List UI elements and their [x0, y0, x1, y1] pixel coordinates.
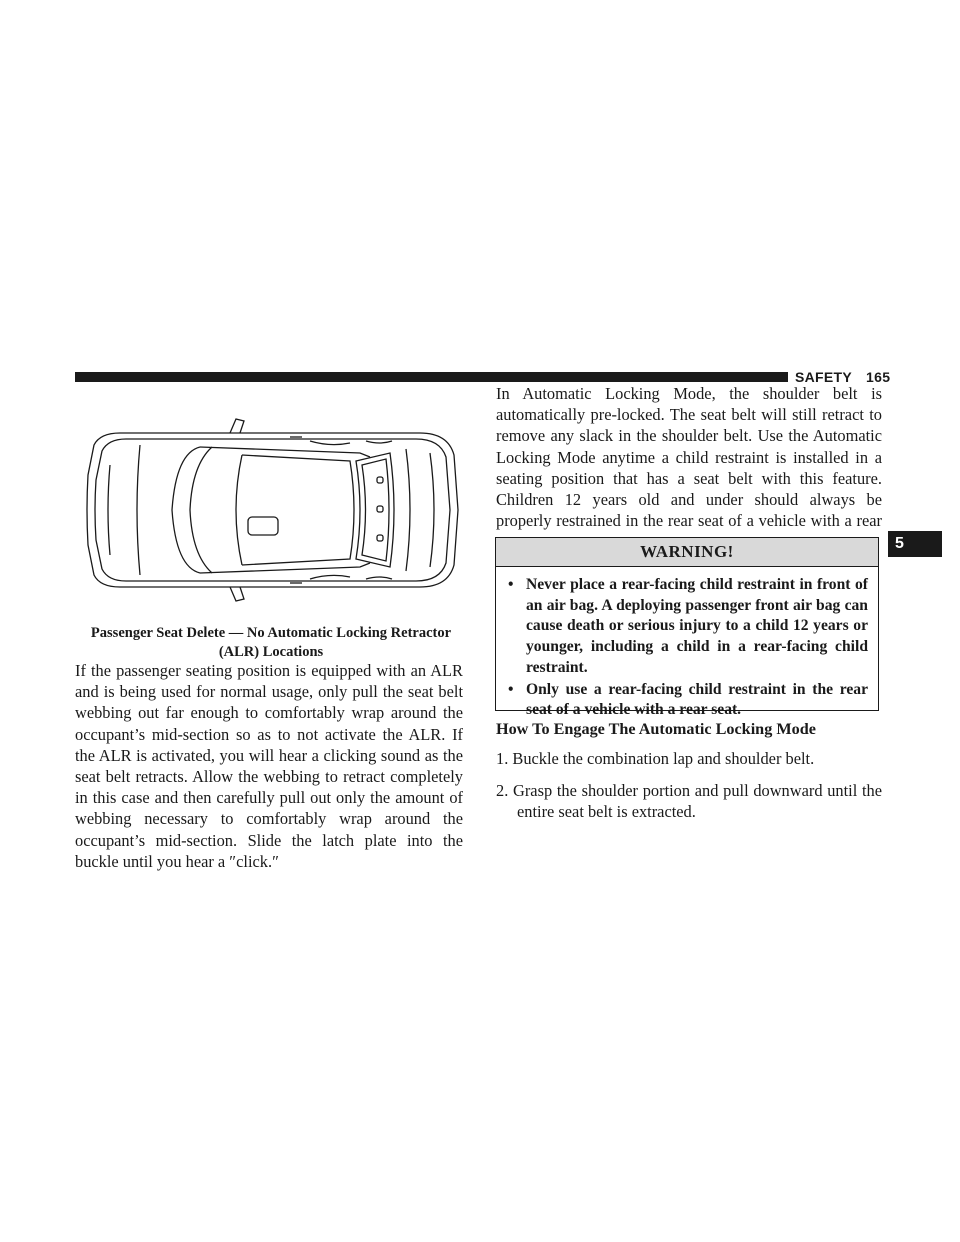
- warning-list: [496, 567, 878, 721]
- vehicle-top-view-illustration: [80, 405, 465, 615]
- warning-item: • Only use a rear-facing child restraint in the rear seat of a vehicle with a rear seat.: [508, 680, 868, 721]
- figure-caption: Passenger Seat Delete — No Automatic Locking Retractor (ALR) Locations: [90, 625, 452, 660]
- section-title: SAFETY: [795, 369, 853, 385]
- step-item: [496, 780, 882, 822]
- step-item: [496, 748, 882, 769]
- step-number: 2.: [496, 781, 509, 801]
- warning-item: • Never place a rear-facing child restraint in front of an air bag. A deploying passenger front air bag can cause death or serious injury to a child 12 years or younger, including a child in a rear-facing child restraint.: [508, 575, 868, 679]
- left-paragraph: If the passenger seating position is equipped with an ALR and is being used for normal usage, only pull the seat belt webbing out far enough to comfortably wrap around the occupant’s mid-section so as to not activate the ALR. If the ALR is activated, you will hear a clicking sound as the seat belt retracts. Allow the webbing to retract completely in this case and then carefully pull out only the amount of webbing necessary to comfortably wrap around the occupant’s mid-section. Slide the latch plate into the buckle until you hear a ″click.″: [75, 661, 463, 871]
- warning-title: WARNING!: [496, 538, 878, 567]
- steps-list: [496, 748, 882, 834]
- step-number: 1.: [496, 749, 509, 768]
- warning-box: [495, 537, 879, 719]
- page-number: 165: [866, 369, 891, 385]
- section-subheading: How To Engage The Automatic Locking Mode: [496, 720, 816, 738]
- header-rule: [75, 372, 788, 382]
- step-text: Buckle the combination lap and shoulder belt.: [512, 749, 815, 768]
- automatic-locking-paragraph: In Automatic Locking Mode, the shoulder belt is automatically pre-locked. The seat belt will still retract to remove any slack in the shoulder belt. Use the Automatic Locking Mode anytime a child restraint is installed in a seating position that has a seat belt with this feature. Children 12 years old and under should always be properly restrained in the rear seat of a vehicle with a rear: [496, 384, 882, 531]
- step-text: Grasp the shoulder portion and pull downward until the entire seat belt is extracted.: [513, 781, 882, 822]
- chapter-tab: 5: [888, 531, 942, 557]
